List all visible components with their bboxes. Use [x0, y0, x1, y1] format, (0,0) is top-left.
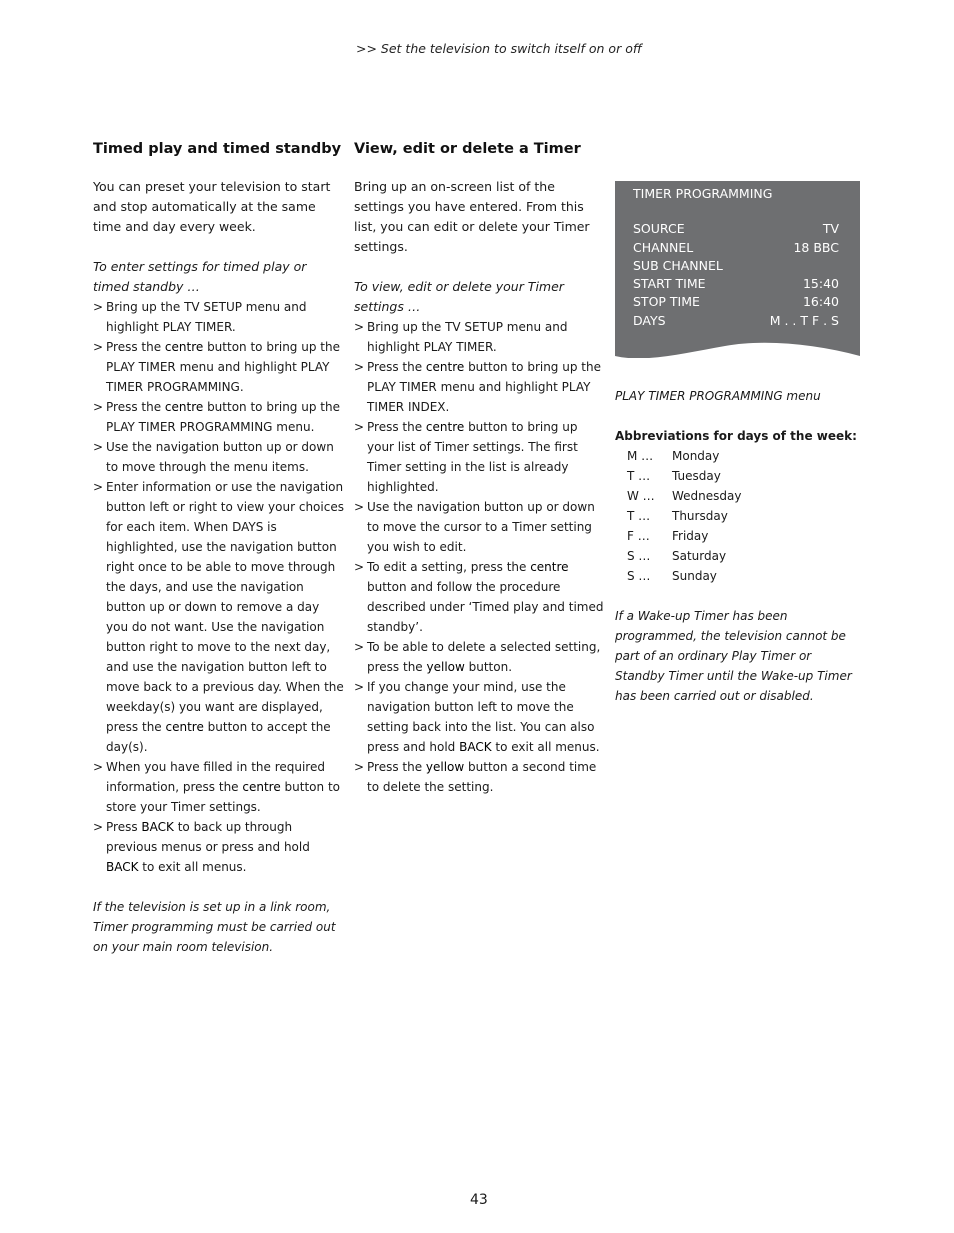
menu-rows: [633, 220, 839, 330]
step-text: button to bring up the PLAY TIMER menu and highlight PLAY TIMER INDEX.: [367, 360, 601, 414]
step-keyword: BACK: [106, 860, 139, 874]
menu-title: TIMER PROGRAMMING: [633, 186, 773, 201]
abbreviation-row: [615, 526, 863, 546]
step-text: Press the: [106, 340, 165, 354]
abbreviation-key: W …: [627, 489, 655, 503]
step-item: [354, 417, 604, 497]
abbreviation-day: Friday: [672, 529, 709, 543]
abbreviation-day: Thursday: [672, 509, 728, 523]
step-item: [354, 357, 604, 417]
step-text: to exit all menus.: [491, 740, 600, 754]
wake-up-timer-note: If a Wake-up Timer has been programmed, the television cannot be part of an ordinary Play Timer or Standby Timer until the Wake-up Timer has been carried out or disabled.: [615, 609, 852, 703]
steps-lead: To view, edit or delete your Timer settings …: [354, 279, 564, 314]
abbreviation-row: [615, 566, 863, 586]
step-text: button and follow the procedure described under ‘Timed play and timed standby’.: [367, 580, 604, 634]
step-text: button a second time to delete the setting.: [367, 760, 597, 794]
abbreviation-row: [615, 546, 863, 566]
step-item: [93, 817, 345, 877]
step-text: To be able to delete a selected setting, press the: [367, 640, 601, 674]
abbreviation-row: [615, 506, 863, 526]
menu-row-value: 15:40: [802, 276, 839, 292]
step-text: to exit all menus.: [138, 860, 247, 874]
step-item: [354, 557, 604, 637]
running-header: >> Set the television to switch itself on or off: [356, 41, 642, 56]
abbreviation-day: Wednesday: [672, 489, 742, 503]
step-item: [93, 757, 345, 817]
menu-row: [633, 220, 839, 238]
intro-paragraph: You can preset your television to start and stop automatically at the same time and day every week.: [93, 179, 331, 234]
menu-caption: PLAY TIMER PROGRAMMING menu: [615, 389, 821, 403]
step-text: Press the: [367, 760, 426, 774]
menu-row: [633, 257, 839, 275]
menu-row-label: START TIME: [633, 276, 706, 292]
abbreviation-key: F …: [627, 529, 650, 543]
step-item: [354, 317, 604, 357]
abbreviation-key: M …: [627, 449, 654, 463]
step-text: Use the navigation button up or down to move through the menu items.: [106, 440, 334, 474]
abbreviation-day: Monday: [672, 449, 720, 463]
step-text: Use the navigation button up or down to move the cursor to a Timer setting you wish to edit.: [367, 500, 595, 554]
step-text: button to store your Timer settings.: [106, 780, 340, 814]
column-timed-play: [93, 138, 345, 957]
abbreviation-row: [615, 486, 863, 506]
abbreviation-row: [615, 446, 863, 466]
step-item: [354, 677, 604, 757]
step-item: [354, 757, 604, 797]
step-text: to back up through previous menus or press and hold: [106, 820, 310, 854]
step-text: button to accept the day(s).: [106, 720, 331, 754]
tv-menu-screenshot: [615, 181, 860, 358]
menu-row-label: DAYS: [633, 312, 666, 328]
step-text: Press the: [106, 400, 165, 414]
step-keyword: centre: [164, 400, 204, 414]
menu-row: [633, 275, 839, 293]
abbreviation-key: T …: [627, 509, 651, 523]
step-keyword: centre: [165, 720, 204, 734]
step-keyword: yellow: [425, 760, 465, 774]
menu-row-label: CHANNEL: [633, 239, 694, 255]
menu-row-value: 18 BBC: [793, 239, 839, 255]
menu-row: [633, 312, 839, 330]
menu-row: [633, 239, 839, 257]
column-menu-illustration: [615, 138, 863, 706]
step-text: Press the: [367, 360, 426, 374]
menu-row-label: SUB CHANNEL: [633, 257, 723, 273]
step-text: button to bring up your list of Timer settings. The first Timer setting in the list is already highlighted.: [367, 420, 578, 494]
menu-row-label: SOURCE: [633, 221, 685, 237]
step-keyword: centre: [164, 340, 204, 354]
column-view-edit-delete: [354, 138, 604, 797]
step-keyword: yellow: [426, 660, 465, 674]
step-text: When you have filled in the required information, press the: [106, 760, 325, 794]
step-item: [93, 337, 345, 397]
step-keyword: centre: [425, 420, 465, 434]
step-keyword: centre: [530, 560, 569, 574]
menu-row-value: TV: [822, 221, 839, 237]
timer-programming-menu: [633, 185, 839, 330]
step-item: [93, 297, 345, 337]
abbreviation-day: Saturday: [672, 549, 727, 563]
step-keyword: BACK: [459, 740, 492, 754]
abbreviations-title: Abbreviations for days of the week:: [615, 429, 857, 443]
step-text: Enter information or use the navigation button left or right to view your choices for each item. When DAYS is highlighted, use the navigation button right once to be able to move through the days, and use the navigation button up or down to remove a day you do not want. Use the navigation button right to move to the next day, and use the navigation button left to move back to a previous day. When the weekday(s) you want are displayed, press the: [106, 480, 344, 734]
step-text: Bring up the TV SETUP menu and highlight PLAY TIMER.: [106, 300, 307, 334]
steps-list: [354, 317, 604, 797]
intro-paragraph: Bring up an on-screen list of the settings you have entered. From this list, you can edit or delete your Timer settings.: [354, 179, 590, 254]
menu-row: [633, 293, 839, 311]
section-heading-view-edit: View, edit or delete a Timer: [354, 141, 581, 157]
menu-row-label: STOP TIME: [633, 294, 700, 310]
abbreviation-day: Sunday: [672, 569, 717, 583]
abbreviation-key: S …: [627, 549, 651, 563]
link-room-note: If the television is set up in a link room, Timer programming must be carried out on your main room television.: [93, 900, 336, 954]
abbreviation-key: S …: [627, 569, 651, 583]
step-text: To edit a setting, press the: [367, 560, 531, 574]
step-text: button.: [464, 660, 513, 674]
page-number: 43: [470, 1192, 488, 1208]
menu-row-value: 16:40: [802, 294, 839, 310]
step-text: Bring up the TV SETUP menu and highlight PLAY TIMER.: [367, 320, 568, 354]
step-item: [93, 397, 345, 437]
abbreviation-day: Tuesday: [672, 469, 721, 483]
menu-row-value: M . . T F . S: [769, 312, 839, 328]
step-text: Press: [106, 820, 142, 834]
abbreviations-list: [615, 446, 863, 586]
step-item: [354, 497, 604, 557]
steps-list: [93, 297, 345, 877]
step-keyword: BACK: [141, 820, 174, 834]
step-item: [354, 637, 604, 677]
abbreviation-row: [615, 466, 863, 486]
abbreviation-key: T …: [627, 469, 651, 483]
steps-lead: To enter settings for timed play or timed standby …: [93, 259, 307, 294]
step-text: Press the: [367, 420, 426, 434]
step-item: [93, 477, 345, 757]
step-text: If you change your mind, use the navigation button left to move the setting back into the list. You can also press and hold: [367, 680, 595, 754]
step-keyword: centre: [425, 360, 465, 374]
section-heading-timed-play: Timed play and timed standby: [93, 141, 342, 157]
step-text: button to bring up the PLAY TIMER PROGRAMMING menu.: [106, 400, 340, 434]
step-text: button to bring up the PLAY TIMER menu and highlight PLAY TIMER PROGRAMMING.: [106, 340, 340, 394]
step-keyword: centre: [242, 780, 281, 794]
step-item: [93, 437, 345, 477]
